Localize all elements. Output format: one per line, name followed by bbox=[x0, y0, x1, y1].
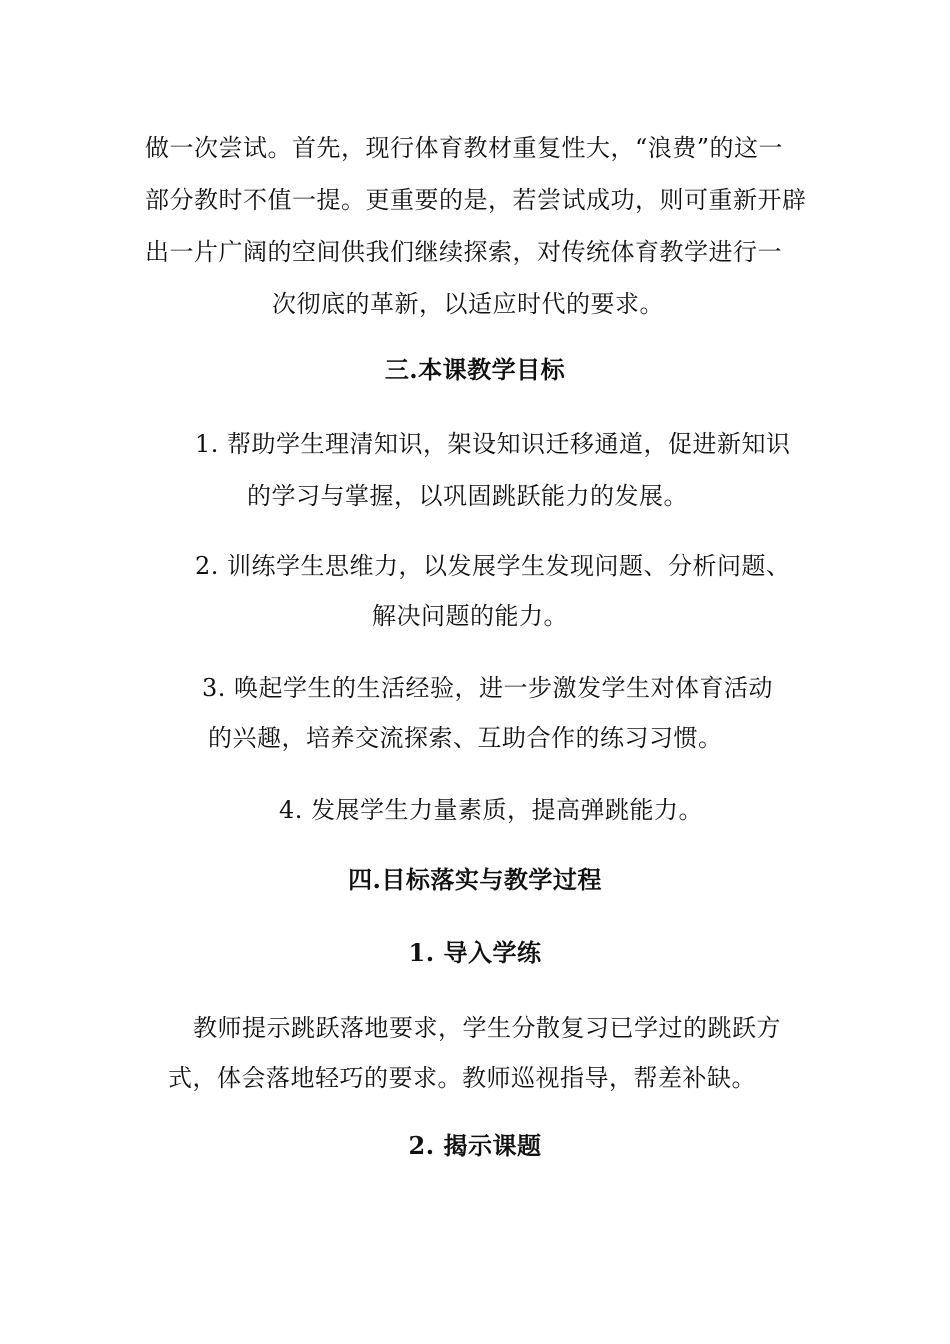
objective-1-line-2: 的学习与掌握，以巩固跳跃能力的发展。 bbox=[247, 482, 688, 510]
intro-line-4: 次彻底的革新，以适应时代的要求。 bbox=[272, 290, 664, 318]
objective-2-line-2: 解决问题的能力。 bbox=[372, 602, 568, 630]
objective-1-line-1: 1. 帮助学生理清知识，架设知识迁移通道，促进新知识 bbox=[195, 430, 791, 458]
objective-2-line-1: 2. 训练学生思维力，以发展学生发现问题、分析问题、 bbox=[195, 552, 791, 580]
intro-line-3: 出一片广阔的空间供我们继续探索，对传统体育教学进行一 bbox=[145, 238, 782, 266]
objective-4-line-1: 4. 发展学生力量素质，提高弹跳能力。 bbox=[279, 796, 704, 824]
section-3-heading: 三.本课教学目标 bbox=[384, 355, 566, 384]
subsection-1-line-1: 教师提示跳跃落地要求，学生分散复习已学过的跳跃方 bbox=[193, 1014, 781, 1042]
objective-3-line-1: 3. 唤起学生的生活经验，进一步激发学生对体育活动 bbox=[202, 674, 774, 702]
section-4-heading: 四.目标落实与教学过程 bbox=[348, 865, 602, 894]
objective-3-line-2: 的兴趣，培养交流探索、互助合作的练习习惯。 bbox=[208, 724, 723, 752]
subsection-2-heading: 2. 揭示课题 bbox=[408, 1131, 542, 1160]
subsection-1-heading: 1. 导入学练 bbox=[408, 938, 542, 967]
intro-line-1: 做一次尝试。首先，现行体育教材重复性大，“浪费”的这一 bbox=[145, 134, 784, 162]
subsection-1-line-2: 式，体会落地轻巧的要求。教师巡视指导，帮差补缺。 bbox=[168, 1064, 756, 1092]
intro-line-2: 部分教时不值一提。更重要的是，若尝试成功，则可重新开辟 bbox=[145, 186, 807, 214]
